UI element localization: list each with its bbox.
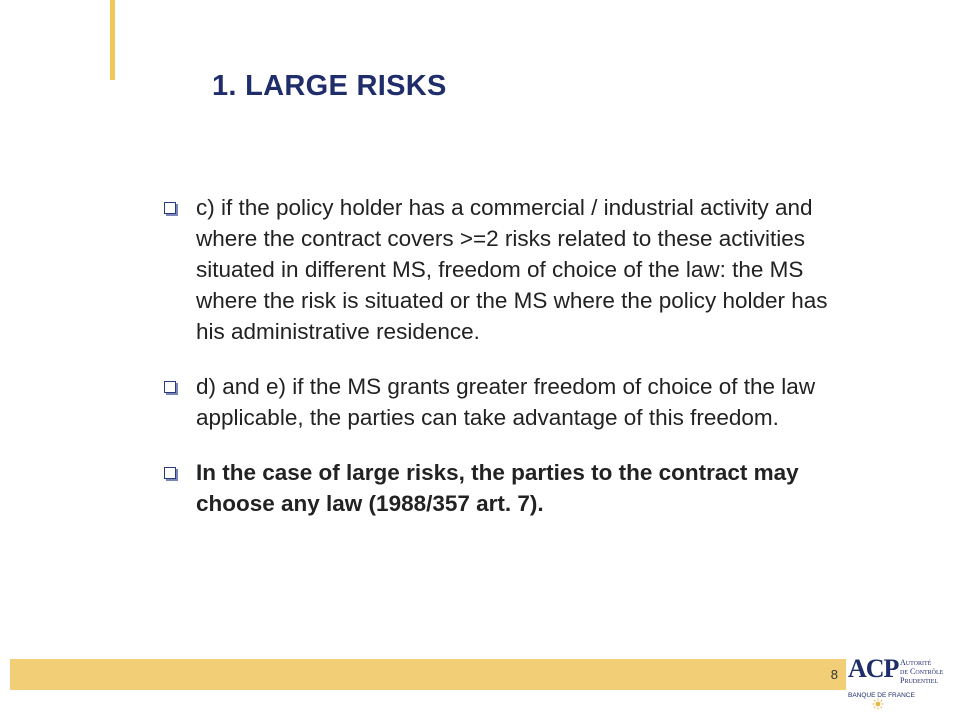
bullet-item [162,192,862,347]
logo-acronym: ACP [848,654,899,683]
logo-bank-name: BANQUE DE FRANCE [848,692,915,699]
checkbox-bullet-icon [164,381,176,393]
accent-bar [110,0,115,80]
sun-emblem-icon [872,698,884,710]
bullet-item-emphasis [162,457,862,519]
logo-line: Autorité [900,658,932,667]
bullet-list [162,192,862,519]
footer-bar [10,659,846,690]
bullet-text: c) if the policy holder has a commercial / industrial activity and where the contract covers >=2 risks related to these activities situated in different MS, freedom of choice of the law: the MS where the risk is situated or the MS where the policy holder has his administrative residence. [196,195,828,344]
bullet-text: In the case of large risks, the parties to the contract may choose any law (1988/357 art. 7). [196,460,799,516]
logo-line: de Contrôle [900,667,944,676]
acp-logo [848,654,954,712]
checkbox-bullet-icon [164,202,176,214]
checkbox-bullet-icon [164,467,176,479]
slide-title: 1. LARGE RISKS [212,70,447,102]
logo-line: Prudentiel [900,676,939,685]
bullet-item [162,371,862,433]
bullet-text: d) and e) if the MS grants greater freedom of choice of the law applicable, the parties can take advantage of this freedom. [196,374,816,430]
logo-name [900,658,943,685]
page-number: 8 [830,667,838,682]
